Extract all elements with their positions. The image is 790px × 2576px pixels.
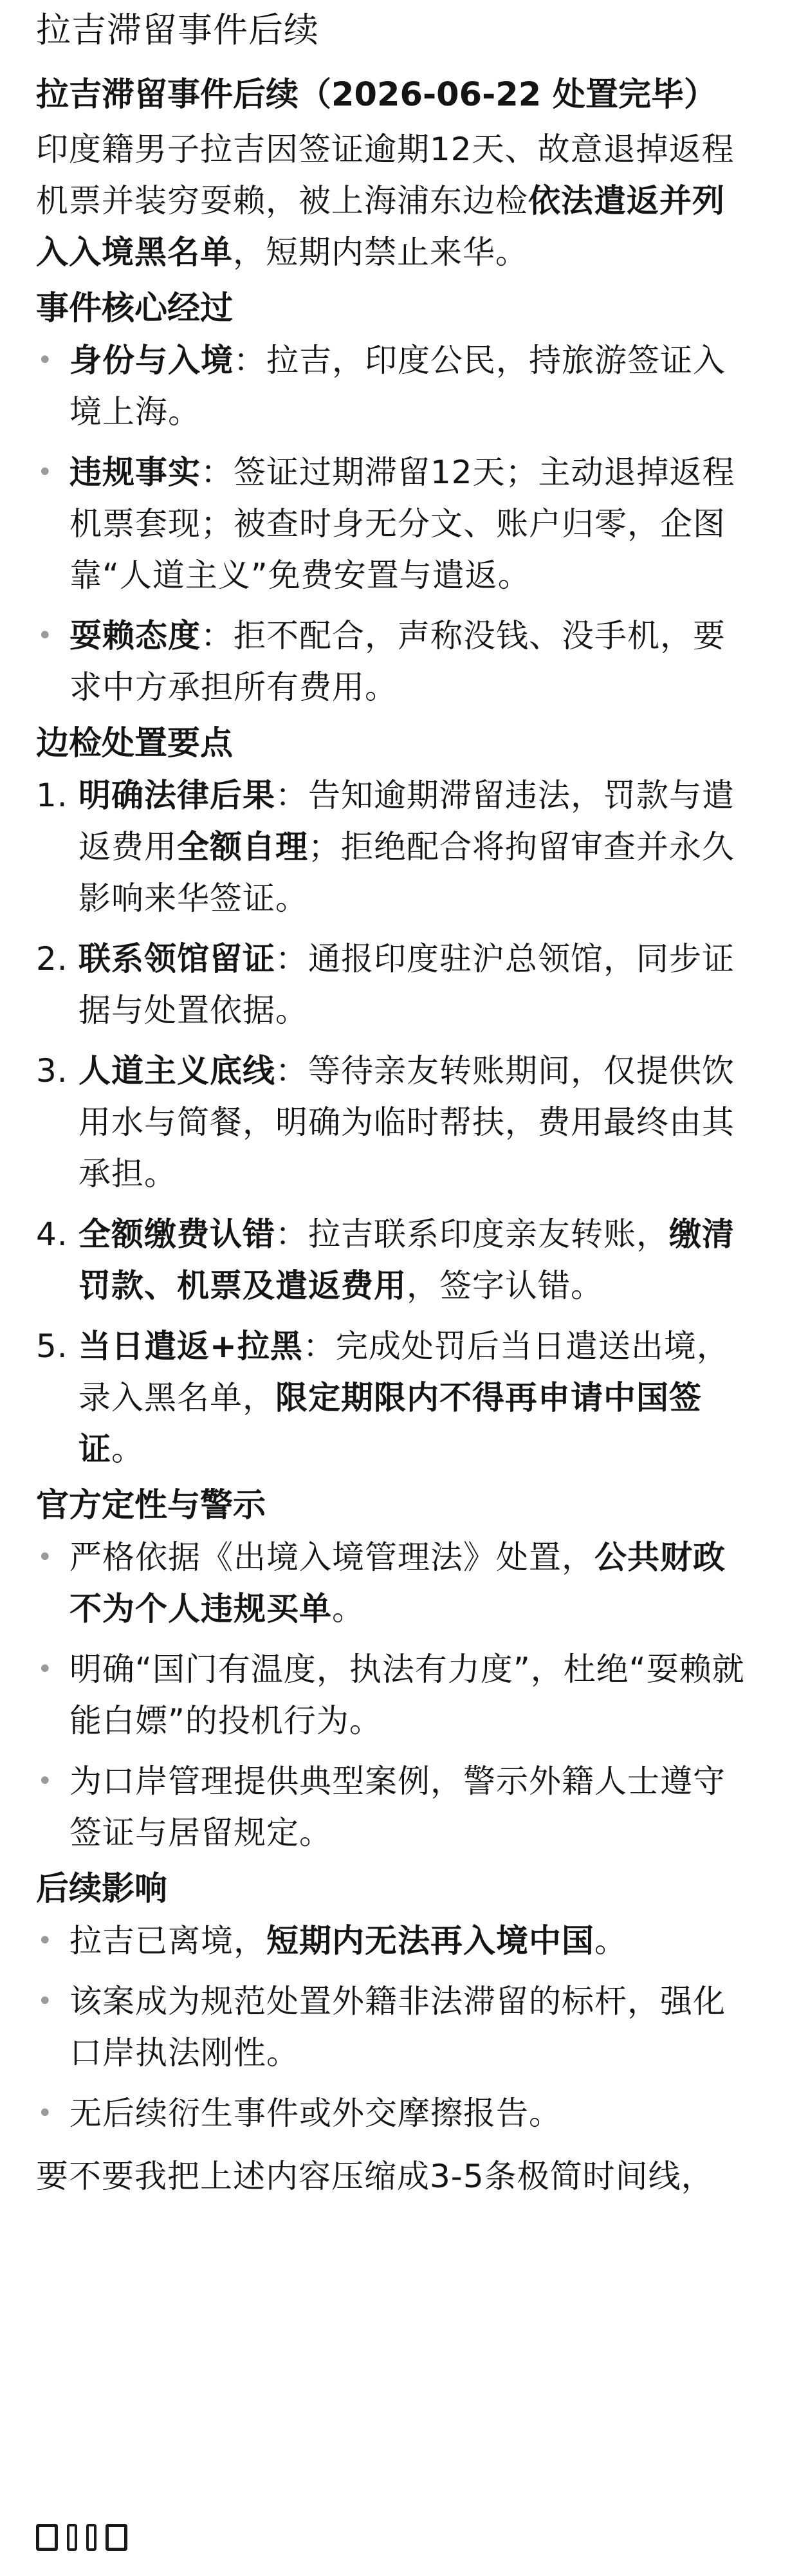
list-item bbox=[36, 1045, 757, 1200]
list-item bbox=[36, 335, 757, 438]
item-text: ：等待亲友转账期间，仅提供饮用水与简餐，明确为临时帮扶，费用最终由其承担。 bbox=[78, 1052, 735, 1192]
item-text: 严格依据《出境入境管理法》处置， bbox=[69, 1539, 594, 1576]
section-title-official: 官方定性与警示 bbox=[36, 1487, 266, 1524]
bullet-icon: • bbox=[37, 621, 53, 651]
item-number: 1. bbox=[36, 777, 68, 814]
official-list bbox=[36, 1532, 757, 1858]
impact-list bbox=[36, 1915, 757, 2139]
item-text: ；拒绝配合将拘留审查并永久影响来华签证。 bbox=[78, 828, 735, 917]
list-item bbox=[36, 1915, 757, 1967]
item-label: 人道主义底线 bbox=[78, 1052, 275, 1089]
item-number: 4. bbox=[36, 1216, 68, 1253]
item-label: 身份与入境 bbox=[69, 342, 234, 379]
list-item bbox=[36, 447, 757, 601]
list-item bbox=[36, 1644, 757, 1747]
followup-question: 要不要我把上述内容压缩成3-5条极简时间线， bbox=[36, 2158, 714, 2195]
list-item bbox=[36, 1976, 757, 2079]
list-item bbox=[36, 770, 757, 924]
bullet-icon: • bbox=[37, 2099, 53, 2128]
bullet-icon: • bbox=[37, 1766, 53, 1796]
list-item bbox=[36, 1532, 757, 1635]
item-text: ：拉吉联系印度亲友转账， bbox=[275, 1216, 669, 1253]
thumb-icon[interactable] bbox=[67, 2524, 77, 2551]
item-text: 。 bbox=[594, 1922, 627, 1960]
border-list bbox=[36, 770, 757, 1475]
item-text: ：告知逾期滞留违法，罚款与遣返费用 bbox=[78, 777, 735, 866]
bullet-icon: • bbox=[37, 1543, 53, 1572]
item-text: 。 bbox=[111, 1431, 144, 1468]
bullet-icon: • bbox=[37, 1654, 53, 1684]
item-label: 联系领馆留证 bbox=[78, 940, 275, 978]
item-number: 3. bbox=[36, 1052, 68, 1089]
lead-text-bold: 依法遣返并列入入境黑名单 bbox=[36, 182, 725, 271]
item-label: 全额缴费认错 bbox=[78, 1216, 275, 1253]
list-item bbox=[36, 610, 757, 713]
item-bold: 缴清罚款、机票及遣返费用 bbox=[78, 1216, 735, 1304]
item-text: 无后续衍生事件或外交摩擦报告。 bbox=[69, 2095, 562, 2132]
share-icon[interactable] bbox=[86, 2524, 96, 2551]
item-text: ：拉吉，印度公民，持旅游签证入境上海。 bbox=[69, 342, 726, 431]
lead-paragraph bbox=[36, 124, 757, 278]
item-text: ，签字认错。 bbox=[407, 1267, 603, 1304]
item-bold: 限定期限内不得再申请中国签证 bbox=[78, 1379, 702, 1468]
bullet-icon: • bbox=[37, 1926, 53, 1956]
list-item bbox=[36, 1756, 757, 1858]
item-text: 为口岸管理提供典型案例，警示外籍人士遵守签证与居留规定。 bbox=[69, 1763, 726, 1851]
item-text: ：签证过期滞留12天；主动退掉返程机票套现；被查时身无分文、账户归零，企图靠“人道主义”免费安置与遣返。 bbox=[69, 454, 735, 594]
lead-title: 拉吉滞留事件后续（2026-06-22 处置完毕） bbox=[36, 76, 717, 114]
item-bold: 全额自理 bbox=[177, 828, 308, 866]
bullet-icon: • bbox=[37, 1987, 53, 2016]
section-title-core: 事件核心经过 bbox=[36, 290, 234, 328]
item-text: 该案成为规范处置外籍非法滞留的标杆，强化口岸执法刚性。 bbox=[69, 1983, 726, 2071]
item-label: 明确法律后果 bbox=[78, 777, 275, 814]
item-bold: 公共财政不为个人违规买单 bbox=[69, 1539, 726, 1627]
list-item bbox=[36, 2088, 757, 2139]
item-text: ：拒不配合，声称没钱、没手机，要求中方承担所有费用。 bbox=[69, 617, 726, 706]
item-label: 当日遣返+拉黑 bbox=[78, 1328, 303, 1365]
item-text: 拉吉已离境， bbox=[69, 1922, 266, 1960]
section-title-border: 边检处置要点 bbox=[36, 725, 234, 763]
item-label: 违规事实 bbox=[69, 454, 201, 491]
lead-text-2: ，短期内禁止来华。 bbox=[233, 234, 528, 271]
item-label: 耍赖态度 bbox=[69, 617, 201, 654]
item-text: ：通报印度驻沪总领馆，同步证据与处置依据。 bbox=[78, 940, 735, 1029]
list-item bbox=[36, 1209, 757, 1311]
item-text: 明确“国门有温度，执法有力度”，杜绝“耍赖就能白嫖”的投机行为。 bbox=[69, 1651, 745, 1739]
action-bar bbox=[36, 2524, 127, 2551]
bullet-icon: • bbox=[37, 458, 53, 487]
item-number: 2. bbox=[36, 940, 68, 978]
list-item bbox=[36, 1320, 757, 1475]
item-number: 5. bbox=[36, 1328, 68, 1365]
core-list bbox=[36, 335, 757, 713]
lead-text-1: 印度籍男子拉吉因签证逾期12天、故意退掉返程机票并装穷耍赖，被上海浦东边检 bbox=[36, 131, 735, 219]
bullet-icon: • bbox=[37, 346, 53, 375]
item-text: ：完成处罚后当日遣送出境，录入黑名单， bbox=[78, 1328, 730, 1416]
more-icon[interactable] bbox=[106, 2524, 127, 2551]
copy-icon[interactable] bbox=[36, 2524, 58, 2551]
page-title: 拉吉滞留事件后续 bbox=[36, 10, 319, 50]
list-item bbox=[36, 933, 757, 1036]
section-title-impact: 后续影响 bbox=[36, 1870, 168, 1908]
item-bold: 短期内无法再入境中国 bbox=[266, 1922, 594, 1960]
item-text: 。 bbox=[332, 1590, 365, 1627]
